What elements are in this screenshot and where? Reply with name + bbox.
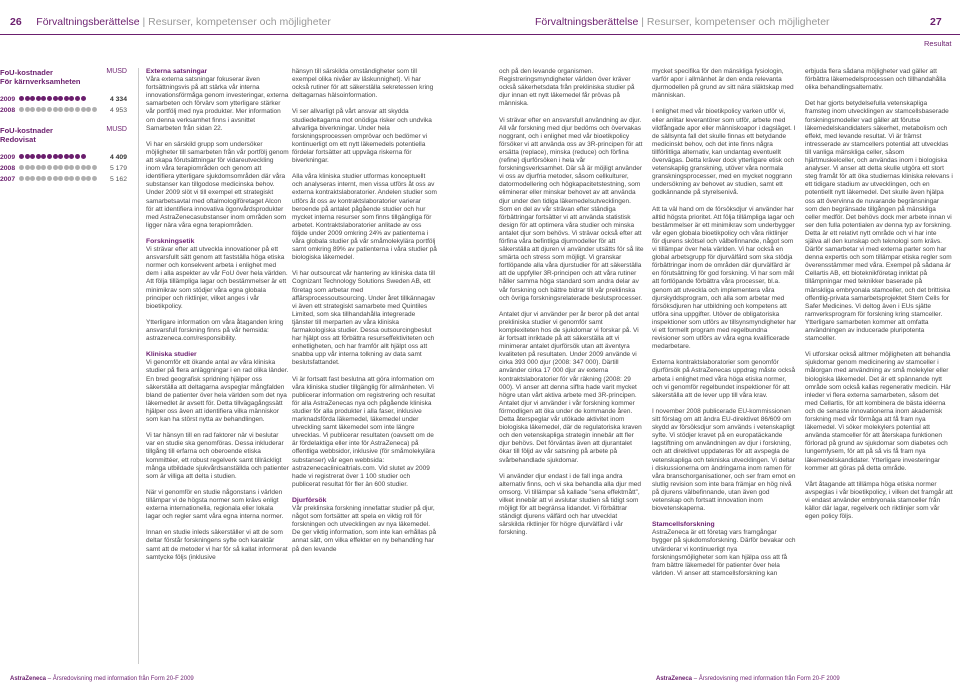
text-column-1 (146, 68, 289, 570)
body-paragraph: Externa kontraktslaboratorier som genomför djurförsök på AstraZenecas uppdrag måste också arbeta i enlighet med våra höga etiska normer, och vi genomför regelbundet inspektioner för att säkerställa att de lever upp till våra krav. (652, 359, 796, 399)
body-paragraph: Antalet djur vi använder per år beror på det antal prekliniska studier vi genomför samt komplexiteten hos de sjukdomar vi forskar på. Vi är fortsatt inriktade på att säkerställa att vi minimerar antalet djurförsök utan att äventyra kvaliteten på resultaten. Under 2009 använde vi cirka 393 000 djur (2008: 347 000). Därtill använder cirka 17 000 djur av externa kontraktslaboratorier för vår räkning (2008: 29 000). Vi anser att denna siffra hade varit mycket högre utan vårt aktiva arbete med 3R-principen. Antalet djur vi använder i vår forskning kommer förmodligen att öka under de kommande åren. Detta återspeglar vår utökade aktivitet inom biologiska läkemedel, där de regulatoriska kraven och den vetenskapliga strategin innebär att fler djur behövs. Det förväntas även att djurantalet ökar till följd av vår satsning på arbete på svårbehandlade sjukdomar. (499, 310, 642, 464)
chart-value-label: 4 953 (109, 107, 127, 114)
body-paragraph: Vi är fortsatt fast beslutna att göra information om våra kliniska studier tillgänglig för allmänheten. Vi publicerar information om registrering och resultat för alla AstraZenecas nya och pågående kliniska studier för alla produkter i alla faser, inklusive marknadsförda läkemedel, läkemedel under utveckling samt läkemedel som inte längre utvecklas. Vi publicerar resultaten (oavsett om de är fördelaktiga eller inte för AstraZeneca) på offentliga webbsidor, inklusive (för småmolekylära substanser) vår egen webbsida: astrazenecaclinicaltrials.com. Vid slutet av 2009 hade vi registrerat över 1 100 studier och publicerat resultat för fler än 600 studier. (292, 375, 436, 488)
text-column-3 (499, 68, 644, 546)
chart-bar-dot (92, 176, 97, 181)
chart-bar-dot (81, 176, 86, 181)
chart-bar-dot (30, 165, 35, 170)
chart-bar-dot (53, 154, 58, 159)
body-paragraph: I november 2008 publicerade EU-kommissionen sitt förslag om att ändra EU-direktivet 86/609 om skydd av försöksdjur som används i vetenskapligt syfte. Vi stödjer kravet på en europatäckande lagstiftning om användningen av djur i forskning, och att direktivet uppdateras för att avspegla de vetenskapliga och tekniska utvecklingen. Vi deltar i diskussionerna om ändringarna inom ramen för våra branschorganisationer, och ser fram emot en slutlig revision som inte bara främjar en hög nivå på djurens välbefinnande, utan även god vetenskap och fortsatt innovation inom biovetenskaperna. (652, 407, 796, 513)
body-paragraph: Vi genomför ett ökande antal av våra kliniska studier på flera anläggningar i en rad olika länder. En bred geografisk spridning hjälper oss säkerställa att deltagarna avspeglar mångfalden bland de patienter över hela världen som det nya läkemedlet är avsett för. Detta tillvägagångssätt hjälper oss även att identifiera vilka människor som kan ha störst nytta av behandlingen. (146, 359, 289, 424)
chart-bar-dot (36, 176, 41, 181)
chart-row (0, 163, 129, 174)
chart-title: FoU-kostnader (0, 126, 53, 135)
chart-bar-dot (58, 154, 63, 159)
chart-year-label: 2009 (0, 154, 16, 161)
body-paragraph: Vi ser allvarligt på vårt ansvar att skydda studiedeltagarna mot onödiga risker och undvika allvarliga biverkningar. Under hela forskningsprocessen omprövar och bedömer vi kontinuerligt om ett nytt läkemedels potentiella fördelar fortsätter att uppväga riskerna för biverkningar. (292, 108, 432, 165)
chart-row (0, 174, 129, 185)
chart-subtitle: Redovisat (0, 135, 36, 144)
chart-bar-dot (25, 107, 30, 112)
chart-bar-dot (58, 176, 63, 181)
chart-unit: MUSD (106, 126, 127, 133)
section-heading: Kliniska studier (146, 351, 197, 359)
chart-bar-dot (86, 107, 91, 112)
section-heading: Externa satsningar (146, 68, 208, 75)
body-paragraph: Vi använder djur endast i de fall inga andra alternativ finns, och vi ska behandla alla djur med omsorg. Vi tillämpar så kallade ”sena effektmått”, vilket innebär att vi avslutar studien så tidigt som möjligt för att begränsa lidandet. Vi förbättrar ständigt djurens välfärd och har utvecklat särskilda riktlinjer för högre djurvälfärd i vår forskning. (499, 472, 641, 537)
chart-bar-dot (64, 176, 69, 181)
chart-bar (19, 107, 97, 113)
chart-bar-dot (64, 165, 69, 170)
chart-bar-dot (58, 165, 63, 170)
body-paragraph: Att ta väl hand om de försöksdjur vi använder har alltid högsta prioritet. Att följa tillämpliga lagar och bestämmelser är ett minimikrav som underbygger vår egen globala bioetikpolicy och våra riktlinjer för djurens skötsel och välbefinnande, något som vi tillämpar över hela världen. Vi har också en global arbetsgrupp för djurvälfärd som ska stödja förbättringar inom de områden där djurvälfärd är en förutsättning för god forskning. Vi har som mål att fortlöpande förbättra våra processer, bl.a. genom att utveckla och implementera våra djurskyddsprogram, och alla som arbetar med försöksdjuren har utbildning och kompetens att utföra sina uppgifter. Utöver de obligatoriska inspektioner som utförs av tillsynsmyndigheter har vi ett formellt program med regelbundna revisioner som utförs av våra egna kvalificerade medarbetare. (652, 205, 797, 351)
chart-bar-dot (47, 107, 52, 112)
body-paragraph: Vi har en särskild grupp som undersöker möjligheter till samarbeten från vår portfölj genom att skapa förutsättningar för vidareutveckling inom våra terapiområden och genom att identifiera ytterligare sjukdomsområden där våra substanser kan tillgodose medicinska behov. Under 2009 slöt vi till exempel ett strategiskt samarbetsavtal med oftalmologiföretaget Alcon för att identifiera innovativa ögonvårdsprodukter med AstraZenecasubstanser inom områden som ligger nära våra egna terapiområden. (146, 140, 289, 229)
section-heading: Stamcellsforskning (652, 521, 715, 529)
footer-left: AstraZeneca – Årsredovisning med information från Form 20-F 2009 (10, 676, 194, 682)
chart-bar-dot (81, 154, 86, 159)
chart-row (0, 105, 129, 116)
body-paragraph: Vi strävar efter att utveckla innovationer på ett ansvarsfullt sätt genom att fastställa höga etiska normer och konsekvent arbeta i enlighet med dem i alla aspekter av vår FoU över hela världen. Att följa tillämpliga lagar och bestämmelser är ett minimikrav som stödjer våra egna globala principer och riktlinjer, vilket anges i vår bioetikpolicy. (146, 246, 288, 310)
column-divider (138, 68, 139, 664)
text-column-2 (292, 68, 437, 562)
chart-bar-dot (47, 176, 52, 181)
chart-bar-dot (30, 96, 35, 101)
body-paragraph: Vi tar hänsyn till en rad faktorer när vi beslutar var en studie ska genomföras. Dessa inkluderar tillgång till erfarna och oberoende etiska kommittéer, ett robust regelverk samt tillräckligt många utbildade sjukvårdsanställda och patienter som är villiga att delta i studien. (146, 432, 289, 480)
chart-bar (19, 165, 97, 171)
chart-bar-dot (30, 154, 35, 159)
chart-bar-dot (64, 107, 69, 112)
body-paragraph: Innan en studie inleds säkerställer vi att de som deltar förstår forskningens syfte och karaktär samt att de metoder vi har för så kallat informerat samtycke följs (inklusive (146, 529, 288, 561)
text-column-5 (805, 68, 953, 529)
chart-bar-dot (19, 154, 24, 159)
chart-bar-dot (36, 107, 41, 112)
chart-bar-dot (41, 107, 46, 112)
body-paragraph: Vi strävar efter en ansvarsfull användning av djur. All vår forskning med djur bedöms och övervakas noggrant, och i enlighet med vår bioetikpolicy försöker vi att använda oss av 3R-principen för att ersätta (replace), minska (reduce) och förfina (refine) djurförsöken i hela vår forskningsverksamhet. Där så är möjligt använder vi oss av djurfria metoder, såsom cellkulturer, datormodellering och högkapacitetstestning, som eliminerar eller minskar behovet av att använda djur under den tidiga läkemedelsutvecklingen. Som en del av vår strävan efter ständiga förbättringar fortsätter vi att använda statistisk design för att optimera våra studier och minska antalet djur som behövs. Vi strävar också efter att förfina våra befintliga djurmodeller för att säkerställa att djuren vi använder utsätts för så lite smärta och stress som möjligt. Vi granskar fortlöpande alla våra djurstudier för att säkerställa att de uppfyller 3R-principen och att våra rutiner håller samma höga standard som andra delar av vår forskning och bättre bidrar till vår preklinska och övriga forskningsrelaterade beslutsprocesser. (499, 116, 644, 302)
header-right: Förvaltningsberättelse | Resurser, kompetenser och möjligheter (535, 16, 830, 28)
footer-right: AstraZeneca – Årsredovisning med information från Form 20-F 2009 (656, 676, 840, 682)
chart-bar-dot (47, 96, 52, 101)
chart-bar-dot (19, 165, 24, 170)
chart-value-label: 4 409 (109, 154, 127, 161)
header-rule (0, 34, 960, 35)
section-heading: Djurförsök (292, 496, 327, 504)
chart-bar-dot (69, 107, 74, 112)
chart-bar-dot (92, 165, 97, 170)
header-left-title: Förvaltningsberättelse (36, 16, 140, 28)
body-paragraph: Vi har outsourcat vår hantering av kliniska data till Cognizant Technology Solutions Sweden AB, ett företag som arbetar med affärsprocessoutsourcing. Under året tillkännagav vi även ett strategiskt samarbete med Quintiles Limited, som ska tillhandahålla integrerade tjänster till merparten av våra kliniska farmakologiska studier. Dessa outsourcingbeslut har hjälpt oss att förbättra resurseffektiviteten och enhetligheten, och har framför allt hjälpt oss att snabba upp vår interna tolkning av data samt beslutsfattandet. (292, 270, 435, 367)
chart-bar (19, 96, 86, 102)
chart-bar-dot (58, 107, 63, 112)
rd-cost-chart (0, 68, 129, 116)
chart-subtitle: För kärnverksamheten (0, 77, 81, 86)
body-paragraph: Alla våra kliniska studier utformas konceptuellt och analyseras internt, men vissa utförs åt oss av externa kontraktslaboratorier. Andelen studier som utförs åt oss av kontraktslaboratorier varierar beroende på antalet pågående studier och hur mycket interna resurser som finns tillgängliga för arbetet. Kontraktslaboratorier anlitade av oss följde under 2009 omkring 24% av patienterna i våra globala studier på vår småmolekylära portfölj samt omkring 89% av patienterna i våra studier på biologiska läkemedel. (292, 173, 437, 262)
chart-bar-dot (25, 165, 30, 170)
body-paragraph: mycket specifika för den mänskliga fysiologin, varför apor i allmänhet är den enda relevanta djurmodellen på grund av sitt nära släktskap med människan. (652, 68, 794, 100)
body-paragraph: Vi utforskar också alltmer möjligheten att behandla sjukdomar genom medicinering av stamceller i målorgan med användning av små molekyler eller biologiska läkemedel. Det är ett spännande nytt område som också kallas regenerativ medicin. Här inleder vi flera externa samarbeten, såsom det med Cellartis, för att kombinera de bästa idéerna och de senaste innovationerna inom akademisk forskning med vår förmåga att få fram nya läkemedel. Vi söker molekylers potential att använda stamceller för att återskapa funktionen förlorad på grund av sjukdomar som diabetes och lungemfysem, för att på så vis få fram nya läkemedelskandidater. Ytterligare investeringar kommer att göras på detta område. (805, 351, 951, 472)
text-column-4 (652, 68, 797, 586)
chart-year-label: 2008 (0, 107, 16, 114)
chart-bar-dot (47, 165, 52, 170)
chart-bar-dot (53, 107, 58, 112)
chart-bar-dot (53, 96, 58, 101)
body-paragraph: Ytterligare information om våra åtaganden kring ansvarsfull forskning finns på vår hemsida: astrazeneca.com/responsibility. (146, 318, 284, 343)
chart-value-label: 4 334 (109, 96, 127, 103)
chart-bar-dot (53, 165, 58, 170)
chart-value-label: 5 179 (109, 165, 127, 172)
header-left-subtitle: Resurser, kompetenser och möjligheter (148, 16, 331, 28)
chart-bar-dot (36, 154, 41, 159)
body-paragraph: AstraZeneca är ett företag vars framgångar bygger på sjukdomsforskning. Därför bevakar och utvärderar vi kontinuerligt nya forskningsmöjligheter som kan hjälpa oss att få fram bättre läkemedel för patienter över hela världen. Vi anser att stamcellsforskning kan (652, 529, 796, 577)
chart-year-label: 2007 (0, 176, 16, 183)
chart-bar-dot (81, 96, 86, 101)
chart-bar-dot (58, 96, 63, 101)
chart-bar-dot (69, 96, 74, 101)
chart-bar-dot (41, 96, 46, 101)
chart-bar-dot (36, 96, 41, 101)
chart-bar (19, 154, 86, 160)
chart-unit: MUSD (106, 68, 127, 75)
body-paragraph: Våra externa satsningar fokuserar även fortsättningsvis på att stärka vår interna innovationsförmåga genom investeringar, externa samarbeten och förvärv som ytterligare stärker vår portfölj med nya produkter. Mer information om denna verksamhet finns i avsnittet Samarbeten från sidan 22. (146, 76, 289, 132)
chart-bar-dot (92, 107, 97, 112)
chart-row (0, 152, 129, 163)
chart-bar-dot (75, 165, 80, 170)
chart-bar-dot (25, 154, 30, 159)
chart-bar-dot (81, 165, 86, 170)
chart-title: FoU-kostnader (0, 68, 53, 77)
chart-bar-dot (64, 96, 69, 101)
chart-year-label: 2009 (0, 96, 16, 103)
chart-bar-dot (19, 107, 24, 112)
section-heading: Forskningsetik (146, 237, 195, 245)
header-right-subtitle: Resurser, kompetenser och möjligheter (646, 16, 830, 28)
chart-bar-dot (69, 176, 74, 181)
chart-bar-dot (64, 154, 69, 159)
chart-bar-dot (25, 96, 30, 101)
chart-bar (19, 176, 97, 182)
chart-bar-dot (53, 176, 58, 181)
body-paragraph: Det har gjorts betydelsefulla vetenskapliga framsteg inom utvecklingen av stamcellsbaserade forskningsmodeller vad gäller att förutse läkemedelskandidaters säkerhet, metabolism och effekt, med levande resultat. Vi är främst intresserade av stamcellers potential att utvecklas till vanliga mänskliga celler, såsom hjärtmuskelceller, och användas inom i biologiska analyser. Vi anser att detta skulle utgöra ett stort steg framåt för att öka studiernas kliniska relevans i ett tidigare stadium av utvecklingen, och en potentiellt nytt läkemedel. Det skulle även hjälpa oss att övervinna de nuvarande begränsningar som den begränsade tillgången på mänskliga celler medför. Det behövs dock mer arbete innan vi ser den fulla potentialen av denna typ av forskning. Detta är ett relativt nytt område och vi har inte själva all den kunskap och teknologi som krävs. Därför samarbetar vi med externa parter som har denna expertis och som tillämpar etiska regler som överensstämmer med våra. Exempel på sådana är Cellartis AB, ett bioteknikföretag inriktat på tillämpningar med teknikker baserade på mänskliga embryonala stamceller, och det brittiska offentlig-privata samarbetsprojektet Stem Cells for Safer Medicines. Vi deltog även i EUs sjätte ramverksprogram för forskning kring stamceller. Ytterligare samarbeten kommer att omfatta användningen av inducerade pluripotenta stamceller. (805, 100, 953, 343)
chart-bar-dot (69, 165, 74, 170)
chart-bar-dot (75, 176, 80, 181)
chart-bar-dot (47, 154, 52, 159)
chart-bar-dot (41, 176, 46, 181)
header-right-title: Förvaltningsberättelse (535, 16, 639, 28)
chart-row (0, 94, 129, 105)
chart-bar-dot (19, 176, 24, 181)
chart-bar-dot (41, 165, 46, 170)
header-left: 26 Förvaltningsberättelse | Resurser, kompetenser och möjligheter (10, 16, 331, 28)
chart-bar-dot (86, 165, 91, 170)
chart-bar-dot (19, 96, 24, 101)
chart-value-label: 5 162 (109, 176, 127, 183)
chart-bar-dot (86, 176, 91, 181)
chart-bar-dot (75, 107, 80, 112)
chart-bar-dot (81, 107, 86, 112)
body-paragraph: När vi genomför en studie någonstans i världen tillämpar vi de högsta normer som krävs enligt externa internationella, regionala eller lokala lagar och regler samt våra egna interna normer. (146, 488, 284, 521)
chart-bar-dot (25, 176, 30, 181)
page-number-right: 27 (930, 16, 942, 28)
body-paragraph: och på den levande organismen. Registreringsmyndigheter världen över kräver också säkerhetsdata från prekliniska studier på djur innan ett nytt läkemedel får prövas på människa. (499, 68, 635, 108)
chart-bar-dot (75, 96, 80, 101)
rd-cost-chart (0, 126, 129, 185)
body-paragraph: I enlighet med vår bioetikpolicy varken utför vi, eller anlitar leverantörer som utför, arbete med vildfångade apor eller människoapor i dagsläget. I de sällsynta fall det skulle finnas ett betydande medicinskt behov, och det inte finns några tillförlitliga alternativ, kan undantag eventuellt övervägas. Detta kräver dock ytterligare etisk och vetenskaplig granskning, utöver våra normala granskningsprocesser, med en mycket noggrann undersökning av behovet av studien, samt ett godkännande på styrelsenivå. (652, 108, 796, 197)
chart-bar-dot (69, 154, 74, 159)
chart-bar-dot (30, 107, 35, 112)
chart-bar-dot (75, 154, 80, 159)
body-paragraph: hänsyn till särskilda omständigheter som till exempel olika nivåer av läskunnighet). Vi har också rutiner för att säkerställa sekretessen kring deltagarnas hälsoinformation. (292, 68, 434, 100)
body-paragraph: erbjuda flera sådana möjligheter vad gäller att förbättra läkemedelsprocessen och tillhandahålla olika behandlingsalternativ. (805, 68, 946, 92)
page-number-left: 26 (10, 16, 22, 28)
body-paragraph: Vår preklinska forskning innefattar studier på djur, något som fortsätter att spela en viktig roll för forskningen och utvecklingen av nya läkemedel. De ger viktig information, som inte kan erhållas på annat sätt, om vilka effekter en ny behandling har på den levande (292, 505, 437, 553)
chart-bar-dot (30, 176, 35, 181)
chart-bar-dot (36, 165, 41, 170)
body-paragraph: Vårt åtagande att tillämpa höga etiska normer avspeglas i vår bioetikpolicy, i vilken det framgår att vi endast använder embryonala stamceller från källor där lagar, regelverk och riktlinjer som vår egen policy följs. (805, 480, 953, 521)
chart-bar-dot (41, 154, 46, 159)
section-label: Resultat (924, 39, 952, 48)
chart-year-label: 2008 (0, 165, 16, 172)
